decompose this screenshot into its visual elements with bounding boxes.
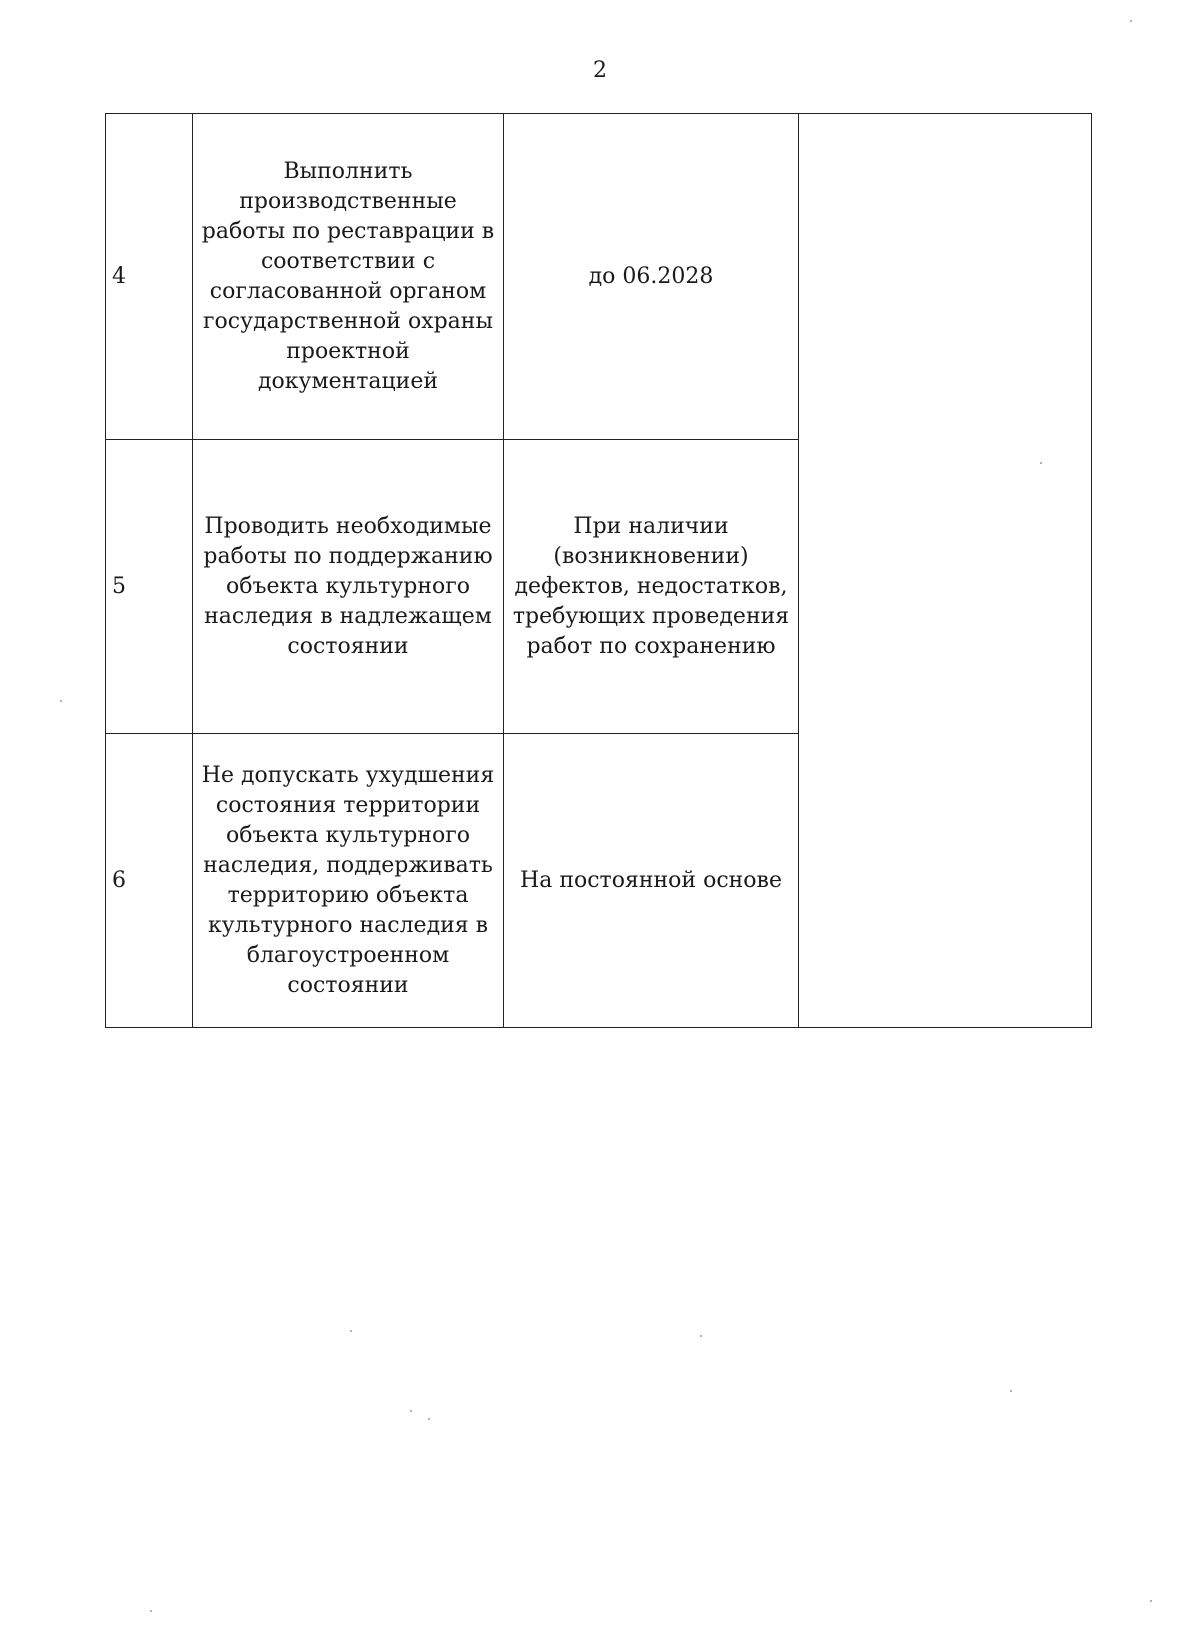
- task-deadline: На постоянной основе: [504, 734, 799, 1028]
- row-number: 6: [106, 734, 193, 1028]
- scan-speck: [700, 1335, 702, 1337]
- row-number: 5: [106, 440, 193, 734]
- scan-speck: [410, 1410, 412, 1412]
- scan-speck: [428, 1418, 430, 1420]
- scan-speck: [1010, 1390, 1012, 1392]
- row-number: 4: [106, 114, 193, 440]
- scan-speck: [1130, 20, 1132, 22]
- page-number: 2: [593, 58, 607, 83]
- responsible-column: [799, 114, 1092, 1028]
- task-description: Не допускать ухудшения состояния территории объекта культурного наследия, поддерживать территорию объекта культурного наследия в благоустроенном состоянии: [193, 734, 504, 1028]
- task-description: Проводить необходимые работы по поддержанию объекта культурного наследия в надлежащем состоянии: [193, 440, 504, 734]
- obligations-table: [105, 113, 1092, 1028]
- table-row: [106, 114, 1092, 440]
- task-description: Выполнить производственные работы по реставрации в соответствии с согласованной органом государственной охраны проектной документацией: [193, 114, 504, 440]
- scan-speck: [150, 1610, 152, 1612]
- task-deadline: При наличии (возникновении) дефектов, недостатков, требующих проведения работ по сохранению: [504, 440, 799, 734]
- scan-speck: [60, 700, 62, 702]
- scan-speck: [350, 1330, 352, 1332]
- scan-speck: [1150, 1600, 1152, 1602]
- scan-speck: [1040, 462, 1042, 464]
- task-deadline: до 06.2028: [504, 114, 799, 440]
